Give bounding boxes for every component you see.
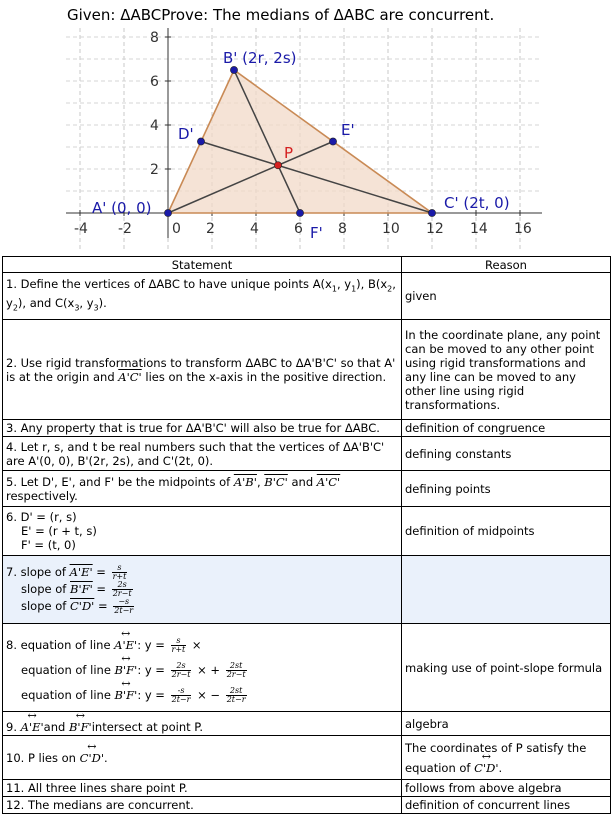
label-a: A' (0, 0) xyxy=(92,199,152,217)
label-p: P xyxy=(284,144,294,162)
reason-header: Reason xyxy=(402,257,611,273)
table-row xyxy=(3,780,611,797)
reason-cell: In the coordinate plane, any point can be moved to any other point using rigid transformations and any line can be moved to any other line using rigid transformations. xyxy=(402,320,611,420)
y-tick-label: 8 xyxy=(150,30,159,46)
statement-cell: 1. Define the vertices of ΔABC to have unique points $A(x_1$, $y_1$), $B(x_2$, $y_2$), and $C(x_3$, $y_3$). xyxy=(3,273,402,320)
x-tick-label: 10 xyxy=(382,221,400,237)
label-c: C' (2t, 0) xyxy=(444,194,510,212)
label-d: D' xyxy=(178,125,194,143)
table-row xyxy=(3,471,611,507)
statement-cell: 7. slope of A'E' = $\frac{s}{r+t}$ slope of B'F' = $\frac{2s}{2r-t}$ slope of C'D' = $\frac{-s}{2t-r}$ xyxy=(3,556,402,624)
table-row xyxy=(3,556,611,624)
table-row xyxy=(3,320,611,420)
label-f: F' xyxy=(310,224,323,242)
x-tick-label: 14 xyxy=(470,221,488,237)
x-tick-label: 6 xyxy=(294,221,303,237)
table-row xyxy=(3,507,611,556)
reason-cell: defining points xyxy=(402,471,611,507)
x-tick-label: 0 xyxy=(172,221,181,237)
table-row xyxy=(3,624,611,712)
x-tick-label: 16 xyxy=(514,221,532,237)
statement-cell: 2. Use rigid transformations to transform ΔABC to ΔA'B'C' so that A' is at the origin and A'C' lies on the x-axis in the positive direction. xyxy=(3,320,402,420)
label-e: E' xyxy=(341,121,355,139)
point-a xyxy=(164,209,171,216)
reason-cell xyxy=(402,556,611,624)
label-b: B' (2r, 2s) xyxy=(223,49,297,67)
statement-cell: 3. Any property that is true for ΔA'B'C' will also be true for ΔABC. xyxy=(3,420,402,437)
y-tick-label: 4 xyxy=(150,118,159,134)
x-tick-label: 2 xyxy=(206,221,215,237)
statement-cell: 9. ↔ A'E'and ↔ B'F'intersect at point P. xyxy=(3,712,402,736)
point-e xyxy=(329,138,336,145)
point-d xyxy=(197,138,204,145)
statement-cell: 4. Let r, s, and t be real numbers such that the vertices of ΔA'B'C' are A'(0, 0), B'(2r, 2s), and C'(2t, 0). xyxy=(3,437,402,471)
statement-cell: 12. The medians are concurrent. xyxy=(3,797,402,814)
statement-cell: 10. P lies on ↔ C'D'. xyxy=(3,736,402,780)
reason-cell: follows from above algebra xyxy=(402,780,611,797)
x-tick-label: 4 xyxy=(250,221,259,237)
x-tick-label: 12 xyxy=(426,221,444,237)
table-row xyxy=(3,273,611,320)
reason-cell: definition of congruence xyxy=(402,420,611,437)
reason-cell: given xyxy=(402,273,611,320)
y-tick-label: 6 xyxy=(150,74,159,90)
statement-cell: 6. D' = (r, s) E' = (r + t, s) F' = (t, 0) xyxy=(3,507,402,556)
reason-cell: definition of concurrent lines xyxy=(402,797,611,814)
statement-cell: 11. All three lines share point P. xyxy=(3,780,402,797)
x-tick-label: -2 xyxy=(118,221,132,237)
statement-cell: 8. equation of line ↔ A'E': y = $\frac{s}{r+t}$ × equation of line ↔ B'F': y = $\frac{2s}{2r-t}$ × + $\frac{2st}{2r-t}$ equation of line ↔ B'F': y = $\frac{-s}{2t-r}$ × − $\frac{2st}{2t-r}$ xyxy=(3,624,402,712)
reason-cell: defining constants xyxy=(402,437,611,471)
point-c xyxy=(428,209,435,216)
table-header-row xyxy=(3,257,611,273)
point-p xyxy=(274,162,281,169)
reason-cell: definition of midpoints xyxy=(402,507,611,556)
table-row xyxy=(3,437,611,471)
reason-cell: algebra xyxy=(402,712,611,736)
point-f xyxy=(296,209,303,216)
table-row xyxy=(3,712,611,736)
point-b xyxy=(230,66,237,73)
x-tick-label: -4 xyxy=(74,221,88,237)
reason-cell: making use of point-slope formula xyxy=(402,624,611,712)
proof-table xyxy=(2,256,611,814)
statement-header: Statement xyxy=(3,257,402,273)
y-tick-label: 2 xyxy=(150,162,159,178)
x-tick-label: 8 xyxy=(338,221,347,237)
coordinate-graph xyxy=(0,28,614,250)
reason-cell: The coordinates of P satisfy the equation of ↔ C'D'. xyxy=(402,736,611,780)
table-row xyxy=(3,736,611,780)
given-prove-title: Given: ΔABCProve: The medians of ΔABC are concurrent. xyxy=(67,6,495,24)
statement-cell: 5. Let D', E', and F' be the midpoints of A'B', B'C' and A'C' respectively. xyxy=(3,471,402,507)
table-row xyxy=(3,797,611,814)
table-row xyxy=(3,420,611,437)
